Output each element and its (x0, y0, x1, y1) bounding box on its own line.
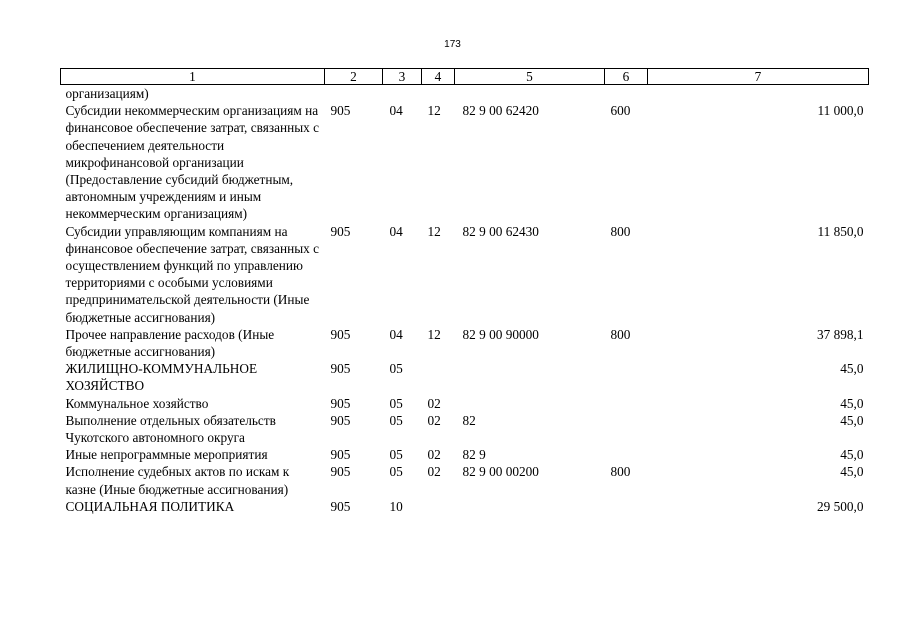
table-row (61, 412, 869, 446)
row-subsection-cell: 12 (427, 326, 441, 342)
row-name-cell: Коммунальное хозяйство (65, 395, 209, 411)
table-row (61, 498, 869, 515)
row-name-cell: Выполнение отдельных обязательств Чукотского автономного округа (65, 412, 276, 446)
column-header-1: 1 (61, 69, 325, 85)
column-header-5: 5 (455, 69, 605, 85)
row-section-cell (383, 85, 422, 103)
row-name-cell: организациям) (65, 86, 149, 101)
row-target-cell: 82 (462, 412, 476, 428)
row-amount-cell: 45,0 (840, 395, 864, 411)
table-header (61, 69, 869, 85)
row-section-cell: 04 (389, 103, 403, 119)
row-subsection-cell: 02 (427, 464, 441, 480)
row-code-gr-cell: 905 (330, 447, 351, 463)
row-code-gr-cell: 905 (330, 103, 351, 119)
row-expense-type-cell (605, 412, 648, 446)
row-target-cell: 82 9 00 62420 (462, 103, 539, 119)
column-header-6: 6 (605, 69, 648, 85)
row-subsection-cell (422, 498, 455, 515)
row-expense-type-cell (605, 446, 648, 463)
row-amount-cell (648, 85, 869, 103)
row-target-cell: 82 9 00 62430 (462, 223, 539, 239)
row-code-gr-cell: 905 (330, 464, 351, 480)
table-row (61, 85, 869, 103)
header-row (61, 69, 869, 85)
row-section-cell: 10 (389, 498, 403, 514)
column-header-7: 7 (648, 69, 869, 85)
row-name-cell: Субсидии управляющим компаниям на финансовое обеспечение затрат, связанных с осуществлением функций по управлению территориями с особыми условиями предпринимательской деятельности (Иные бюджетные ассигнования) (65, 223, 320, 325)
row-amount-cell: 45,0 (840, 464, 864, 480)
row-amount-cell: 11 000,0 (817, 103, 864, 119)
row-expense-type-cell: 800 (610, 326, 631, 342)
table-row (61, 395, 869, 412)
row-target-cell (455, 395, 605, 412)
row-expense-type-cell: 600 (610, 103, 631, 119)
row-subsection-cell: 12 (427, 103, 441, 119)
row-section-cell: 04 (389, 223, 403, 239)
row-code-gr-cell (325, 85, 383, 103)
row-name-cell: Иные непрограммные мероприятия (65, 447, 268, 463)
row-subsection-cell: 02 (427, 447, 441, 463)
row-amount-cell: 37 898,1 (816, 326, 864, 342)
row-subsection-cell: 12 (427, 223, 441, 239)
row-subsection-cell (422, 360, 455, 394)
page-number: 173 (444, 39, 461, 50)
row-code-gr-cell: 905 (330, 223, 351, 239)
row-amount-cell: 45,0 (840, 447, 864, 463)
row-expense-type-cell (605, 395, 648, 412)
row-name-cell: Исполнение судебных актов по искам к казне (Иные бюджетные ассигнования) (65, 464, 290, 497)
row-code-gr-cell: 905 (330, 326, 351, 342)
row-amount-cell: 11 850,0 (817, 223, 864, 239)
row-name-cell: Прочее направление расходов (Иные бюджетные ассигнования) (65, 326, 275, 360)
column-header-2: 2 (325, 69, 383, 85)
row-subsection-cell (422, 85, 455, 103)
row-code-gr-cell: 905 (330, 498, 351, 514)
row-target-cell (455, 85, 605, 103)
row-target-cell (455, 360, 605, 394)
row-expense-type-cell: 800 (610, 223, 631, 239)
row-expense-type-cell (605, 85, 648, 103)
row-section-cell: 05 (389, 395, 403, 411)
row-name-cell: ЖИЛИЩНО-КОММУНАЛЬНОЕ ХОЗЯЙСТВО (65, 361, 258, 394)
row-name-cell: Субсидии некоммерческим организациям на финансовое обеспечение затрат, связанных с обеспечением деятельности микрофинансовой организации (Предоставление субсидий бюджетным, автономным учреждениям и иным некоммерческим организациям) (65, 103, 320, 222)
row-amount-cell: 45,0 (840, 361, 864, 377)
row-section-cell: 05 (389, 361, 403, 377)
row-target-cell (455, 498, 605, 515)
row-expense-type-cell (605, 498, 648, 515)
row-target-cell: 82 9 00 00200 (462, 464, 539, 480)
budget-table (60, 68, 869, 515)
row-section-cell: 05 (389, 447, 403, 463)
row-amount-cell: 29 500,0 (816, 498, 864, 514)
column-header-4: 4 (422, 69, 455, 85)
row-name-cell: СОЦИАЛЬНАЯ ПОЛИТИКА (65, 498, 235, 514)
row-amount-cell: 45,0 (840, 412, 864, 428)
row-code-gr-cell: 905 (330, 361, 351, 377)
row-expense-type-cell (605, 360, 648, 394)
row-section-cell: 05 (389, 464, 403, 480)
table-row (61, 446, 869, 463)
table-row (61, 223, 869, 326)
row-section-cell: 05 (389, 412, 403, 428)
column-header-3: 3 (383, 69, 422, 85)
table-row (61, 326, 869, 360)
table-row (61, 102, 869, 222)
table-body (61, 85, 869, 516)
row-code-gr-cell: 905 (330, 395, 351, 411)
table-row (61, 360, 869, 394)
row-target-cell: 82 9 (462, 447, 486, 463)
row-expense-type-cell: 800 (610, 464, 631, 480)
row-code-gr-cell: 905 (330, 412, 351, 428)
row-subsection-cell: 02 (427, 412, 441, 428)
row-subsection-cell: 02 (427, 395, 441, 411)
row-section-cell: 04 (389, 326, 403, 342)
table-row (61, 463, 869, 497)
row-target-cell: 82 9 00 90000 (462, 326, 539, 342)
